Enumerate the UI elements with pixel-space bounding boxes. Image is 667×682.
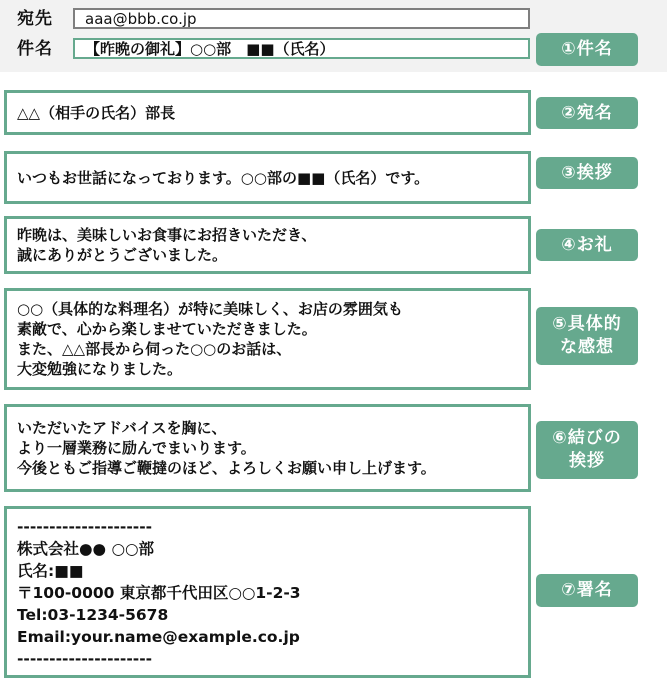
tag-impressions: ⑤具体的 な感想 xyxy=(536,307,638,365)
tag-closing: ⑥結びの 挨拶 xyxy=(536,421,638,479)
tag-recipient: ②宛名 xyxy=(536,97,638,129)
subject-label: 件名 xyxy=(17,39,53,59)
tag-signature: ⑦署名 xyxy=(536,574,638,607)
tag-greeting: ③挨拶 xyxy=(536,157,638,189)
signature-box: --------------------- 株式会社●● ○○部 氏名:■■ 〒100-0000 東京都千代田区○○1-2-3 Tel:03-1234-5678 Email:your.name@example.co.jp --------------------- xyxy=(4,506,531,678)
tag-thanks: ④お礼 xyxy=(536,229,638,261)
tag-subject: ①件名 xyxy=(536,33,638,66)
closing-box: いただいたアドバイスを胸に、 より一層業務に励んでまいります。 今後ともご指導ご鞭撻のほど、よろしくお願い申し上げます。 xyxy=(4,404,531,492)
thanks-box: 昨晩は、美味しいお食事にお招きいただき、 誠にありがとうございました。 xyxy=(4,216,531,274)
recipient-box: △△（相手の氏名）部長 xyxy=(4,90,531,135)
to-label: 宛先 xyxy=(17,9,53,29)
greeting-box: いつもお世話になっております。○○部の■■（氏名）です。 xyxy=(4,151,531,204)
to-field: aaa@bbb.co.jp xyxy=(73,8,530,29)
subject-field: 【昨晩の御礼】○○部 ■■（氏名） xyxy=(73,38,530,59)
impressions-box: ○○（具体的な料理名）が特に美味しく、お店の雰囲気も 素敵で、心から楽しませていただきました。 また、△△部長から伺った○○のお話は、 大変勉強になりました。 xyxy=(4,288,531,390)
